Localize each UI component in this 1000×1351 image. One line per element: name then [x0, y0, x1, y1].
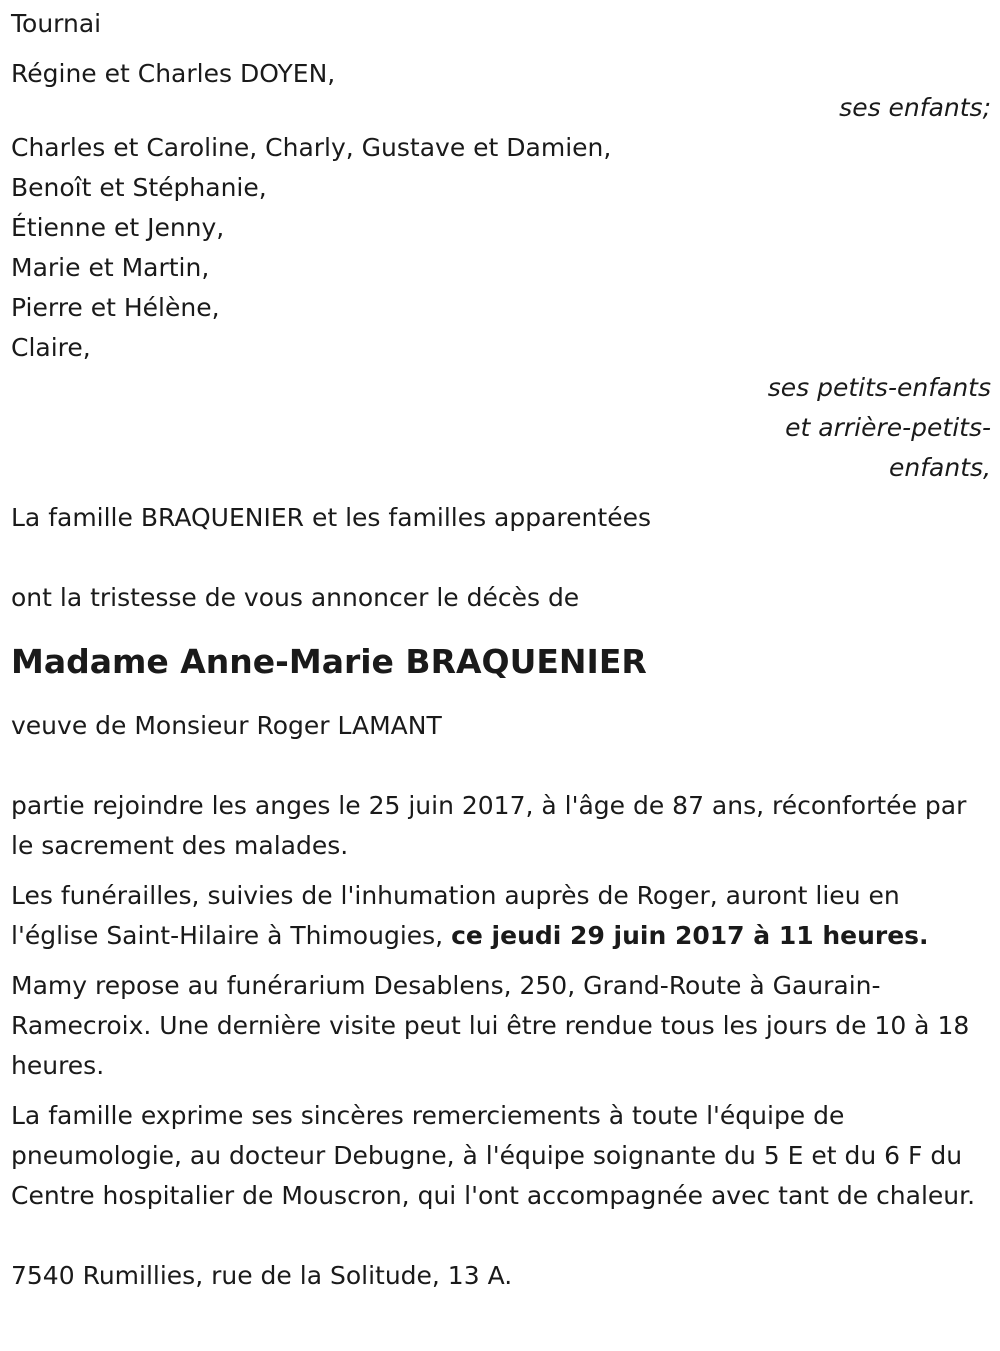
grandchildren-role-line: et arrière-petits-: [785, 413, 991, 442]
location: Tournai: [11, 9, 102, 38]
announcement: ont la tristesse de vous annoncer le décès de: [11, 583, 580, 612]
funeral-datetime: ce jeudi 29 juin 2017 à 11 heures.: [451, 921, 929, 950]
grandchildren-line: Claire,: [11, 333, 91, 362]
funeral-paragraph: [11, 876, 991, 956]
grandchildren-line: Étienne et Jenny,: [11, 213, 225, 242]
grandchildren-list: [11, 128, 991, 368]
grandchildren-line: Marie et Martin,: [11, 253, 210, 282]
visitation: Mamy repose au funérarium Desablens, 250, Grand-Route à Gaurain-Ramecroix. Une dernière visite peut lui être rendue tous les jours de 10 à 18 heures.: [11, 971, 970, 1080]
grandchildren-line: Charles et Caroline, Charly, Gustave et Damien,: [11, 133, 612, 162]
grandchildren-role-line: ses petits-enfants: [767, 373, 991, 402]
grandchildren-role-line: enfants,: [889, 453, 991, 482]
family-line: La famille BRAQUENIER et les familles apparentées: [11, 503, 651, 532]
widow-of: veuve de Monsieur Roger LAMANT: [11, 711, 442, 740]
grandchildren-line: Pierre et Hélène,: [11, 293, 220, 322]
children-role: ses enfants;: [839, 93, 991, 122]
deceased-name: Madame Anne-Marie BRAQUENIER: [11, 642, 647, 681]
death-notice: partie rejoindre les anges le 25 juin 2017, à l'âge de 87 ans, réconfortée par le sacrement des malades.: [11, 791, 967, 860]
grandchildren-line: Benoît et Stéphanie,: [11, 173, 267, 202]
funeral-text: Les funérailles, suivies de l'inhumation auprès de Roger, auront lieu en l'église Saint-Hilaire à Thimougies,: [11, 881, 900, 950]
obituary-notice: [11, 4, 991, 1296]
children-names: Régine et Charles DOYEN,: [11, 59, 336, 88]
thanks: La famille exprime ses sincères remerciements à toute l'équipe de pneumologie, au docteur Debugne, à l'équipe soignante du 5 E et du 6 F du Centre hospitalier de Mouscron, qui l'ont accompagnée avec tant de chaleur.: [11, 1101, 976, 1210]
address: 7540 Rumillies, rue de la Solitude, 13 A.: [11, 1261, 513, 1290]
